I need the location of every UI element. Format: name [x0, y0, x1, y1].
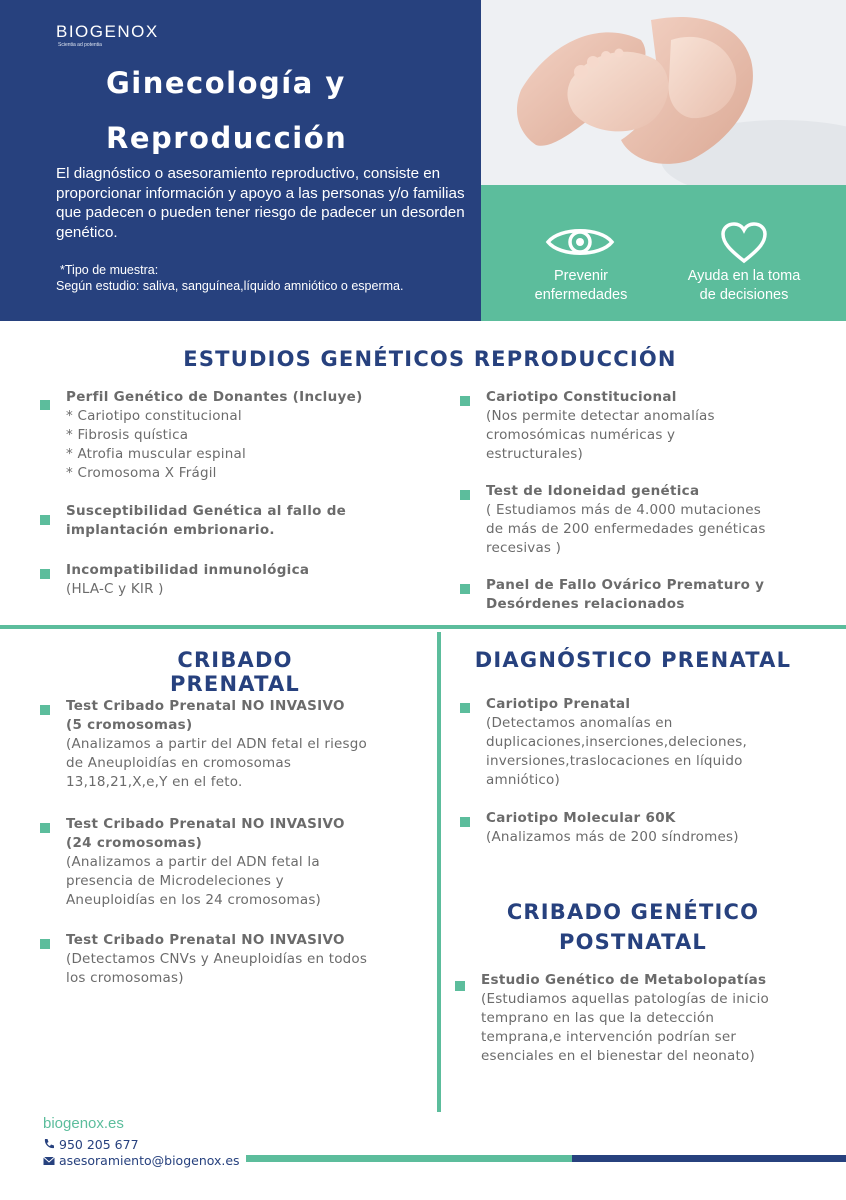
heart-icon: [720, 221, 768, 265]
header-description: El diagnóstico o asesoramiento reproductivo, consiste en proporcionar información y apoyo a las personas y/o familias que padecen o pueden tener riesgo de padecer un desorden genético.: [56, 165, 465, 241]
item-title: (24 cromosomas): [66, 835, 203, 851]
bullet-marker: [40, 400, 50, 410]
footer-website-link[interactable]: biogenox.es: [43, 1115, 124, 1132]
item-detail: (Nos permite detectar anomalías: [486, 408, 715, 424]
benefit-decisions: [669, 267, 819, 305]
list-item: [460, 388, 715, 464]
list-item: [40, 931, 367, 988]
item-title: Test Cribado Prenatal NO INVASIVO: [66, 932, 345, 948]
prenatal-screening-heading: CRIBADO PRENATAL: [169, 648, 301, 696]
item-title: Cariotipo Constitucional: [486, 389, 677, 405]
sample-type-text: Según estudio: saliva, sanguínea,líquido amniótico o esperma.: [56, 279, 404, 293]
bullet-marker: [40, 705, 50, 715]
bullet-marker: [460, 490, 470, 500]
footer-email-address: asesoramiento@biogenox.es: [59, 1153, 240, 1168]
postnatal-heading-line1: CRIBADO GENÉTICO: [506, 900, 760, 924]
bullet-marker: [460, 817, 470, 827]
item-detail: duplicaciones,inserciones,deleciones,: [486, 734, 747, 750]
item-detail: de Aneuploidías en cromosomas: [66, 755, 292, 771]
item-detail: (Estudiamos aquellas patologías de inicio: [481, 991, 769, 1007]
item-detail: los cromosomas): [66, 970, 184, 986]
header-panel: [0, 0, 481, 321]
item-detail: Aneuploidías en los 24 cromosomas): [66, 892, 322, 908]
bullet-marker: [455, 981, 465, 991]
item-title: Incompatibilidad inmunológica: [66, 562, 310, 578]
bullet-marker: [40, 569, 50, 579]
footer-phone[interactable]: [43, 1137, 139, 1152]
page-title: [106, 56, 466, 166]
item-title: Test de Idoneidad genética: [486, 483, 700, 499]
footer-email[interactable]: [43, 1153, 240, 1168]
phone-icon: [43, 1138, 55, 1150]
hands-baby-feet-photo: [481, 0, 846, 185]
benefit-prevent-line1: Prevenir: [554, 268, 608, 284]
list-item: [40, 815, 345, 910]
sample-type-label: *Tipo de muestra:: [60, 263, 159, 277]
benefit-prevent-line2: enfermedades: [534, 287, 628, 303]
item-detail: (Analizamos a partir del ADN fetal la: [66, 854, 320, 870]
item-detail: temprano en las que la detección: [481, 1010, 715, 1026]
item-detail: * Cariotipo constitucional: [66, 408, 242, 424]
item-detail: (Analizamos a partir del ADN fetal el riesgo: [66, 736, 367, 752]
item-title: Perfil Genético de Donantes (Incluye): [66, 389, 363, 405]
item-detail: esenciales en el bienestar del neonato): [481, 1048, 755, 1064]
item-detail: (Detectamos CNVs y Aneuploidías en todos: [66, 951, 368, 967]
list-item: [460, 482, 766, 558]
benefit-decisions-line1: Ayuda en la toma: [687, 268, 801, 284]
item-title: Cariotipo Molecular 60K: [486, 810, 676, 826]
item-detail: presencia de Microdeleciones y: [66, 873, 284, 889]
benefit-decisions-line2: de decisiones: [699, 287, 789, 303]
item-detail: * Cromosoma X Frágil: [66, 465, 217, 481]
bullet-marker: [460, 584, 470, 594]
item-detail: 13,18,21,X,e,Y en el feto.: [66, 774, 243, 790]
list-item: [460, 695, 747, 790]
benefits-panel: [481, 185, 846, 321]
item-detail: cromosómicas numéricas y: [486, 427, 676, 443]
item-detail: (Analizamos más de 200 síndromes): [486, 829, 739, 845]
postnatal-heading-line2: POSTNATAL: [558, 930, 708, 954]
item-detail: inversiones,traslocaciones en líquido: [486, 753, 743, 769]
item-detail: amniótico): [486, 772, 560, 788]
item-title: Susceptibilidad Genética al fallo de: [66, 503, 347, 519]
brand-tagline: Scientia ad potentia: [58, 42, 102, 48]
postnatal-screening-heading: [488, 897, 778, 957]
prenatal-diagnosis-heading: DIAGNÓSTICO PRENATAL: [474, 648, 792, 672]
bullet-marker: [40, 515, 50, 525]
footer-green-bar: [246, 1155, 572, 1162]
column-divider: [437, 632, 441, 1112]
item-detail: (HLA-C y KIR ): [66, 581, 164, 597]
item-title: Test Cribado Prenatal NO INVASIVO: [66, 698, 345, 714]
bullet-marker: [40, 823, 50, 833]
item-detail: (Detectamos anomalías en: [486, 715, 673, 731]
list-item: [460, 576, 764, 614]
item-detail: de más de 200 enfermedades genéticas: [486, 521, 766, 537]
bullet-marker: [460, 396, 470, 406]
brand-logo: BIOGENOX: [56, 22, 159, 41]
page-title-line-2: Reproducción: [106, 121, 348, 155]
section-divider: [0, 625, 846, 629]
list-item: [460, 809, 739, 847]
item-title: implantación embrionario.: [66, 522, 275, 538]
item-title: Desórdenes relacionados: [486, 596, 685, 612]
list-item: [40, 561, 309, 599]
eye-icon: [545, 223, 615, 261]
list-item: [455, 971, 769, 1066]
bullet-marker: [40, 939, 50, 949]
item-title: (5 cromosomas): [66, 717, 193, 733]
item-title: Test Cribado Prenatal NO INVASIVO: [66, 816, 345, 832]
item-detail: * Fibrosis quística: [66, 427, 189, 443]
item-detail: temprana,e intervención podrían ser: [481, 1029, 737, 1045]
item-detail: estructurales): [486, 446, 583, 462]
list-item: [40, 697, 367, 792]
footer-phone-number: 950 205 677: [59, 1137, 139, 1152]
item-title: Cariotipo Prenatal: [486, 696, 631, 712]
reproduction-heading: ESTUDIOS GENÉTICOS REPRODUCCIÓN: [183, 347, 677, 371]
item-detail: recesivas ): [486, 540, 562, 556]
item-title: Estudio Genético de Metabolopatías: [481, 972, 767, 988]
envelope-icon: [43, 1156, 55, 1166]
benefit-prevent: [511, 267, 651, 305]
list-item: [40, 388, 363, 483]
list-item: [40, 502, 346, 540]
bullet-marker: [460, 703, 470, 713]
item-title: Panel de Fallo Ovárico Prematuro y: [486, 577, 765, 593]
item-detail: ( Estudiamos más de 4.000 mutaciones: [486, 502, 761, 518]
item-detail: * Atrofia muscular espinal: [66, 446, 246, 462]
page-title-line-1: Ginecología y: [106, 66, 346, 100]
footer-navy-bar: [572, 1155, 846, 1162]
